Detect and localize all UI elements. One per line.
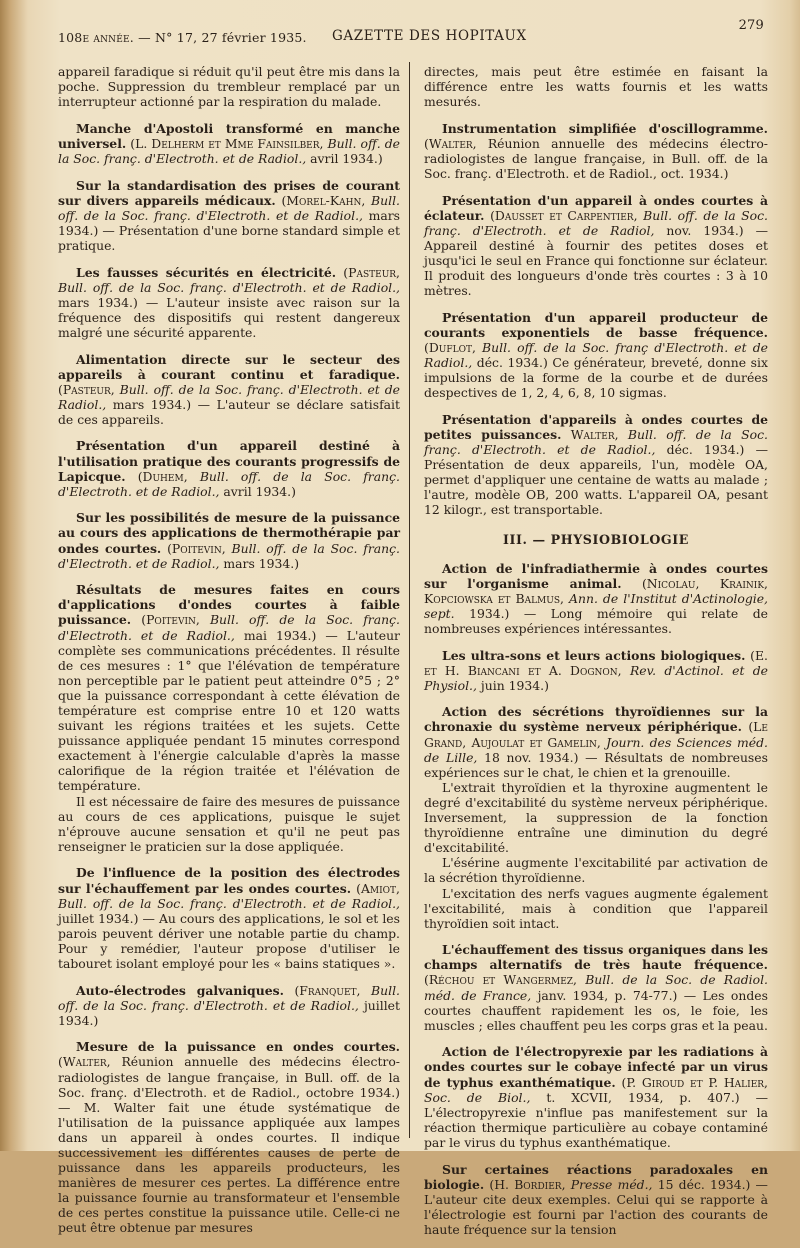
abstract-authors: (L. Delherm et Mme Fainsilber, bbox=[130, 135, 324, 151]
abstract-entry bbox=[424, 310, 768, 401]
abstract-authors: (Morel-Kahn, bbox=[281, 192, 366, 208]
abstract-body: déc. 1934.) Ce générateur, breveté, donne six impulsions de la forme de la courbe et de durées despectives de 1, 2, 4, 6, 8, 10 sigmas. bbox=[424, 355, 768, 401]
abstract-authors: (Amiot, bbox=[356, 880, 400, 896]
abstract-paragraph bbox=[58, 983, 400, 1028]
abstract-body: Réunion annuelle des médecins électro-radiologistes de langue française, in Bull. off. de la Soc. franç. d'Electroth. et de Radiol., octobre 1934.) — M. Walter fait une étude systématique de l'utilisation de la puissance appliquée aux lampes dans un appareil à ondes courtes. Il indique successivement les différentes causes de perte de puissance dans les appareils producteurs, les manières de mesurer ces pertes. La différence entre la puissance fournie au transformateur et l'ensemble de ces pertes constitue la puissance utile. Celle-ci ne peut être obtenue par mesures bbox=[58, 1054, 400, 1236]
abstract-entry bbox=[424, 648, 768, 693]
abstract-authors: (Dausset et Carpentier, bbox=[490, 207, 638, 223]
abstract-paragraph bbox=[424, 704, 768, 779]
page-number: 279 bbox=[738, 18, 764, 33]
abstract-paragraph-continued: L'extrait thyroïdien et la thyroxine augmentent le degré d'excitabilité du système nerveux périphérique. Inversement, la suppression de la fonction thyroïdienne entraîne une diminution du degré d'excitabilité. bbox=[424, 779, 768, 856]
abstract-reference: Soc. de Biol., bbox=[424, 1089, 531, 1105]
abstract-entry bbox=[58, 510, 400, 570]
abstract-title: Action des sécrétions thyroïdiennes sur la chronaxie du système nerveux périphérique. bbox=[424, 704, 768, 735]
abstract-entry bbox=[58, 178, 400, 253]
abstract-reference: Bull. off. de la Soc. franç. d'Electroth. et de Radiol., bbox=[58, 895, 400, 911]
abstract-paragraph-continued: L'ésérine augmente l'excitabilité par activation de la sécrétion thyroïdienne. bbox=[424, 855, 768, 886]
abstract-paragraph bbox=[424, 1044, 768, 1150]
abstract-reference: Rev. d'Actinol. et de Physiol., bbox=[424, 662, 769, 693]
abstract-body: Réunion annuelle des médecins électro-radiologistes de langue française, in Bull. off. de la Soc. franç. d'Electroth. et de Radiol., oct. 1934.) bbox=[424, 135, 768, 182]
abstract-authors: (Duhem, bbox=[137, 468, 188, 484]
abstract-paragraph bbox=[424, 193, 768, 299]
abstract-body: t. XCVII, 1934, p. 407.) — L'électropyrexie n'influe pas manifestement sur la réaction thermique particulière au cobaye contaminé par le virus du typhus exanthématique. bbox=[424, 1089, 768, 1150]
abstract-entry bbox=[424, 1044, 768, 1150]
abstract-reference: Bull. off. de la Soc. franç. d'Electroth. et de Radiol., bbox=[58, 381, 400, 412]
abstract-reference: Bull. de la Soc. de Radiol. méd. de France, bbox=[424, 972, 768, 1003]
abstract-entry bbox=[424, 704, 768, 930]
abstract-title: Présentation d'un appareil producteur de courants exponentiels de basse fréquence. bbox=[424, 309, 768, 340]
abstract-title: Sur les possibilités de mesure de la puissance au cours des applications de thermothérapie par ondes courtes. bbox=[58, 510, 400, 556]
abstract-title: Les ultra-sons et leurs actions biologiques. bbox=[442, 647, 746, 663]
abstract-entry bbox=[58, 438, 400, 498]
abstract-reference: Bull. off. de la Soc. franç. d'Electroth. et de Radiol., bbox=[424, 426, 768, 458]
abstract-paragraph bbox=[58, 352, 400, 427]
abstract-entry bbox=[424, 121, 768, 181]
abstract-authors: (E. et H. Biancani et A. Dognon, bbox=[424, 647, 768, 678]
abstract-authors: (Nicolau, Krainik, Kopciowska et Balmus, bbox=[424, 575, 768, 606]
abstract-paragraph bbox=[58, 265, 400, 340]
abstract-reference: Bull. off. de la Soc. franç. d'Electroth. et de Radiol., bbox=[58, 279, 400, 295]
abstract-body: mars 1934.) bbox=[223, 555, 300, 571]
abstract-reference: Bull. off. de la Soc. franç d'Electroth. et de Radiol., bbox=[424, 340, 768, 371]
abstract-body: mars 1934.) — L'auteur insiste avec raison sur la fréquence des dispositifs qui restent dangereux malgré une sécurité apparente. bbox=[58, 294, 400, 340]
journal-title: GAZETTE DES HOPITAUX bbox=[332, 28, 527, 44]
abstract-body: juillet 1934.) — Au cours des applications, le sol et les parois peuvent dériver une notable partie du champ. Pour y remédier, l'auteur propose d'utiliser le tabouret isolant employé pour les « bains statiques ». bbox=[58, 910, 400, 971]
abstract-authors: (Pasteur, bbox=[58, 381, 115, 397]
abstract-body: janv. 1934, p. 74-77.) — Les ondes courtes chauffent rapidement les os, le foie, les muscles ; elles chauffent peu les corps gras et la peau. bbox=[424, 987, 768, 1033]
year-label: 108e année. bbox=[58, 30, 134, 45]
abstract-body: 15 déc. 1934.) — L'auteur cite deux exemples. Celui qui se rapporte à l'électrologie est fourni par l'action des courants de haute fréquence sur la tension bbox=[424, 1176, 768, 1237]
abstract-entry bbox=[58, 121, 400, 166]
abstract-title: Mesure de la puissance en ondes courtes. bbox=[76, 1039, 400, 1055]
abstract-paragraph bbox=[424, 942, 768, 1033]
abstract-paragraph bbox=[58, 438, 400, 498]
abstract-entry bbox=[58, 352, 400, 427]
abstract-reference: Bull. off. de la Soc. franç. d'Electroth. et de Radiol., bbox=[58, 612, 400, 643]
abstract-authors: (Walter, bbox=[424, 135, 477, 151]
abstract-title: Instrumentation simplifiée d'oscillogramme. bbox=[442, 120, 768, 136]
abstract-title: Action de l'infradiathermie à ondes courtes sur l'organisme animal. bbox=[424, 560, 768, 591]
section-heading: III. — PHYSIOBIOLOGIE bbox=[503, 531, 689, 547]
abstract-entry bbox=[58, 64, 400, 109]
abstract-authors: Walter, bbox=[570, 426, 619, 442]
abstract-title: Présentation d'un appareil à ondes courtes à éclateur. bbox=[424, 192, 768, 223]
abstract-body: avril 1934.) bbox=[223, 483, 296, 499]
abstract-title: Présentation d'un appareil destiné à l'utilisation pratique des courants progressifs de Lapicque. bbox=[58, 438, 400, 484]
abstract-reference: Bull. off. de la Soc. franç. d'Electroth. et de Radiol., bbox=[58, 540, 400, 571]
abstract-entry bbox=[424, 412, 768, 518]
abstract-reference: Bull. off. de la Soc. franç. d'Electroth. et de Radiol, bbox=[424, 207, 768, 238]
abstract-entry bbox=[58, 1039, 400, 1235]
abstract-body: juin 1934.) bbox=[480, 677, 549, 693]
abstract-entry bbox=[58, 265, 400, 340]
abstract-body: appareil faradique si réduit qu'il peut être mis dans la poche. Suppression du trembleur remplacé par un interrupteur actionné par la respiration du malade. bbox=[58, 64, 400, 110]
abstract-paragraph bbox=[424, 648, 768, 693]
abstract-body: mars 1934.) — Présentation d'une borne standard simple et pratique. bbox=[58, 207, 400, 253]
abstract-entry bbox=[424, 193, 768, 299]
abstract-authors: (P. Giroud et P. Halier, bbox=[621, 1074, 768, 1090]
right-column bbox=[424, 64, 768, 1248]
abstract-body: 1934.) — Long mémoire qui relate de nombreuses expériences intéressantes. bbox=[424, 605, 768, 636]
abstract-title: Manche d'Apostoli transformé en manche universel. bbox=[58, 120, 400, 151]
abstract-body: mars 1934.) — L'auteur se déclare satisfait de ces appareils. bbox=[58, 396, 400, 427]
abstract-entry bbox=[424, 561, 768, 636]
abstract-body: avril 1934.) bbox=[310, 150, 383, 166]
page-header bbox=[52, 18, 772, 44]
abstract-entry bbox=[424, 64, 768, 109]
issue-number: — N° 17, 27 février 1935. bbox=[138, 30, 307, 45]
abstract-body: déc. 1934.) — Présentation de deux appareils, l'un, modèle OA, permet d'appliquer une centaine de watts au malade ; l'autre, modèle OB, 200 watts. L'appareil OA, pesant 12 kilogr., est transportable. bbox=[424, 442, 768, 518]
abstract-reference: Bull. off. de la Soc. franç. d'Electroth. et de Radiol., bbox=[58, 468, 400, 499]
abstract-authors: (Poitevin, bbox=[141, 612, 200, 628]
left-column bbox=[58, 64, 400, 1247]
abstract-title: L'échauffement des tissus organiques dans les champs alternatifs de très haute fréquence. bbox=[424, 942, 768, 973]
abstract-title: Sur certaines réactions paradoxales en biologie. bbox=[424, 1161, 768, 1192]
abstract-authors: (H. Bordier, bbox=[489, 1176, 566, 1192]
abstract-authors: (Duflot, bbox=[424, 340, 476, 355]
abstract-body: juillet 1934.) bbox=[58, 997, 400, 1028]
abstract-authors: (Franquet, bbox=[294, 982, 361, 998]
abstract-paragraph bbox=[58, 582, 400, 793]
column-divider bbox=[409, 62, 410, 1138]
abstract-reference: Presse méd., bbox=[570, 1176, 653, 1192]
abstract-paragraph bbox=[424, 310, 768, 401]
abstract-paragraph bbox=[58, 865, 400, 971]
abstract-entry bbox=[58, 983, 400, 1028]
abstract-entry bbox=[58, 582, 400, 854]
abstract-body: mai 1934.) — L'auteur complète ses communications précédentes. Il résulte de ces mesures : 1° que l'élévation de température non perceptible par le patient peut atteindre 0°5 ; 2° que la puissance correspondant à cette élévation de température est comprise entre 10 et 120 watts suivant les régions traitées et les sujets. Cette puissance appliquée pendant 15 minutes correspond exactement à l'énergie calculable d'après la masse calorifique de la région traitée et l'élévation de température. bbox=[58, 627, 400, 794]
abstract-authors: (Le Grand, Aujoulat et Gamelin, bbox=[424, 719, 768, 750]
abstract-reference: Ann. de l'Institut d'Actinologie, sept. bbox=[424, 590, 768, 621]
abstract-title: Sur la standardisation des prises de courant sur divers appareils médicaux. bbox=[58, 177, 400, 208]
abstract-paragraph bbox=[424, 121, 768, 181]
abstract-paragraph bbox=[58, 510, 400, 570]
abstract-title: Auto-électrodes galvaniques. bbox=[76, 982, 284, 998]
abstract-reference: Bull. off. de la Soc. franç. d'Electroth. et de Radiol., bbox=[58, 982, 400, 1013]
abstract-paragraph bbox=[58, 64, 400, 109]
abstract-paragraph-continued: Il est nécessaire de faire des mesures de puissance au cours de ces applications, puisque le sujet n'éprouve aucune sensation et qu'il ne peut pas renseigner le praticien sur la dose appliquée. bbox=[58, 793, 400, 854]
abstract-entry bbox=[424, 1162, 768, 1237]
abstract-authors: (Walter, bbox=[58, 1054, 111, 1070]
abstract-authors: (Réchou et Wangermez, bbox=[424, 972, 577, 988]
abstract-title: Action de l'électropyrexie par les radiations à ondes courtes sur le cobaye infecté par un virus de typhus exanthématique. bbox=[424, 1044, 768, 1090]
abstract-paragraph bbox=[58, 121, 400, 166]
issue-info bbox=[58, 30, 307, 45]
abstract-paragraph bbox=[424, 561, 768, 636]
abstract-paragraph bbox=[424, 1162, 768, 1237]
abstract-paragraph bbox=[424, 412, 768, 518]
abstract-title: Présentation d'appareils à ondes courtes de petites puissances. bbox=[424, 411, 768, 442]
abstract-body: directes, mais peut être estimée en faisant la différence entre les watts fournis et les watts mesurés. bbox=[424, 64, 768, 110]
abstract-body: nov. 1934.) — Appareil destiné à fournir des petites doses et jusqu'ici le seul en France qui fonctionne sur éclateur. Il produit des longueurs d'onde très courtes : 3 à 10 mètres. bbox=[424, 222, 768, 299]
abstract-reference: Journ. des Sciences méd. de Lille, bbox=[424, 734, 768, 765]
abstract-paragraph bbox=[58, 1039, 400, 1235]
abstract-title: De l'influence de la position des électrodes sur l'échauffement par les ondes courtes. bbox=[58, 865, 400, 896]
abstract-title: Résultats de mesures faites en cours d'applications d'ondes courtes à faible puissance. bbox=[58, 582, 400, 628]
abstract-title: Alimentation directe sur le secteur des appareils à courant continu et faradique. bbox=[58, 351, 400, 382]
abstract-reference: Bull. off. de la Soc. franç. d'Electroth. et de Radiol., bbox=[58, 135, 400, 166]
abstract-reference: Bull. off. de la Soc. franç. d'Electroth. et de Radiol., bbox=[58, 192, 400, 223]
abstract-entry bbox=[424, 942, 768, 1033]
abstract-authors: (Poitevin, bbox=[167, 540, 226, 556]
abstract-body: 18 nov. 1934.) — Résultats de nombreuses expériences sur le chat, le chien et la grenouille. bbox=[424, 749, 768, 780]
abstract-authors: (Pasteur, bbox=[343, 264, 400, 280]
abstract-paragraph bbox=[58, 178, 400, 253]
abstract-title: Les fausses sécurités en électricité. bbox=[76, 264, 337, 280]
abstract-paragraph-continued: L'excitation des nerfs vagues augmente également l'excitabilité, mais à condition que l'appareil thyroïdien soit intact. bbox=[424, 885, 768, 931]
abstract-paragraph bbox=[424, 64, 768, 109]
abstract-entry bbox=[58, 865, 400, 971]
